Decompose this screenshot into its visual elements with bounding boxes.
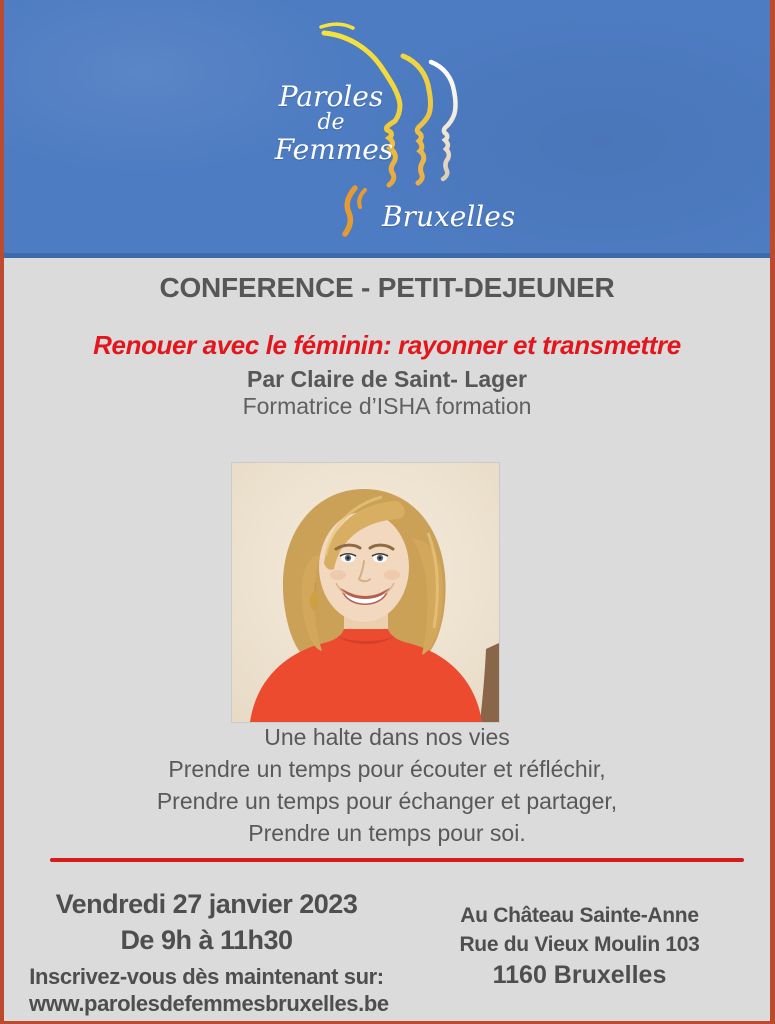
speaker-role: Formatrice d’ISHA formation (242, 393, 532, 419)
venue-block (442, 901, 717, 991)
description-line: Une halte dans nos vies (264, 724, 510, 750)
event-description (4, 721, 770, 849)
website-url: www.parolesdefemmesbruxelles.be (29, 991, 389, 1016)
portrait-illustration (232, 463, 499, 722)
description-line: Prendre un temps pour écouter et réfléchir, (168, 756, 606, 782)
venue-city: 1160 Bruxelles (492, 961, 667, 989)
register-label: Inscrivez-vous dès maintenant sur: (29, 964, 384, 989)
speaker-name: Par Claire de Saint- Lager (247, 366, 527, 392)
venue-street: Rue du Vieux Moulin 103 (459, 933, 700, 956)
logo-wordmark-line2: de (317, 110, 345, 135)
banner (4, 0, 770, 258)
description-line: Prendre un temps pour soi. (248, 820, 526, 846)
divider-line (50, 858, 744, 862)
event-time: De 9h à 11h30 (120, 925, 293, 955)
venue-name: Au Château Sainte-Anne (460, 904, 699, 927)
schedule-block (29, 886, 389, 1017)
event-title: Renouer avec le féminin: rayonner et transmettre (93, 330, 681, 360)
banner-bottom-edge (4, 253, 770, 258)
description-line: Prendre un temps pour échanger et partager, (156, 788, 618, 814)
page-title: CONFERENCE - PETIT-DEJEUNER (159, 272, 615, 303)
logo-wordmark-line3: Femmes (274, 133, 394, 166)
small-profile-icon (345, 188, 365, 234)
event-date: Vendredi 27 janvier 2023 (55, 889, 358, 919)
logo-city-label: Bruxelles (382, 200, 516, 233)
speaker-photo (232, 463, 499, 722)
logo-wordmark-line1: Paroles (278, 80, 384, 113)
